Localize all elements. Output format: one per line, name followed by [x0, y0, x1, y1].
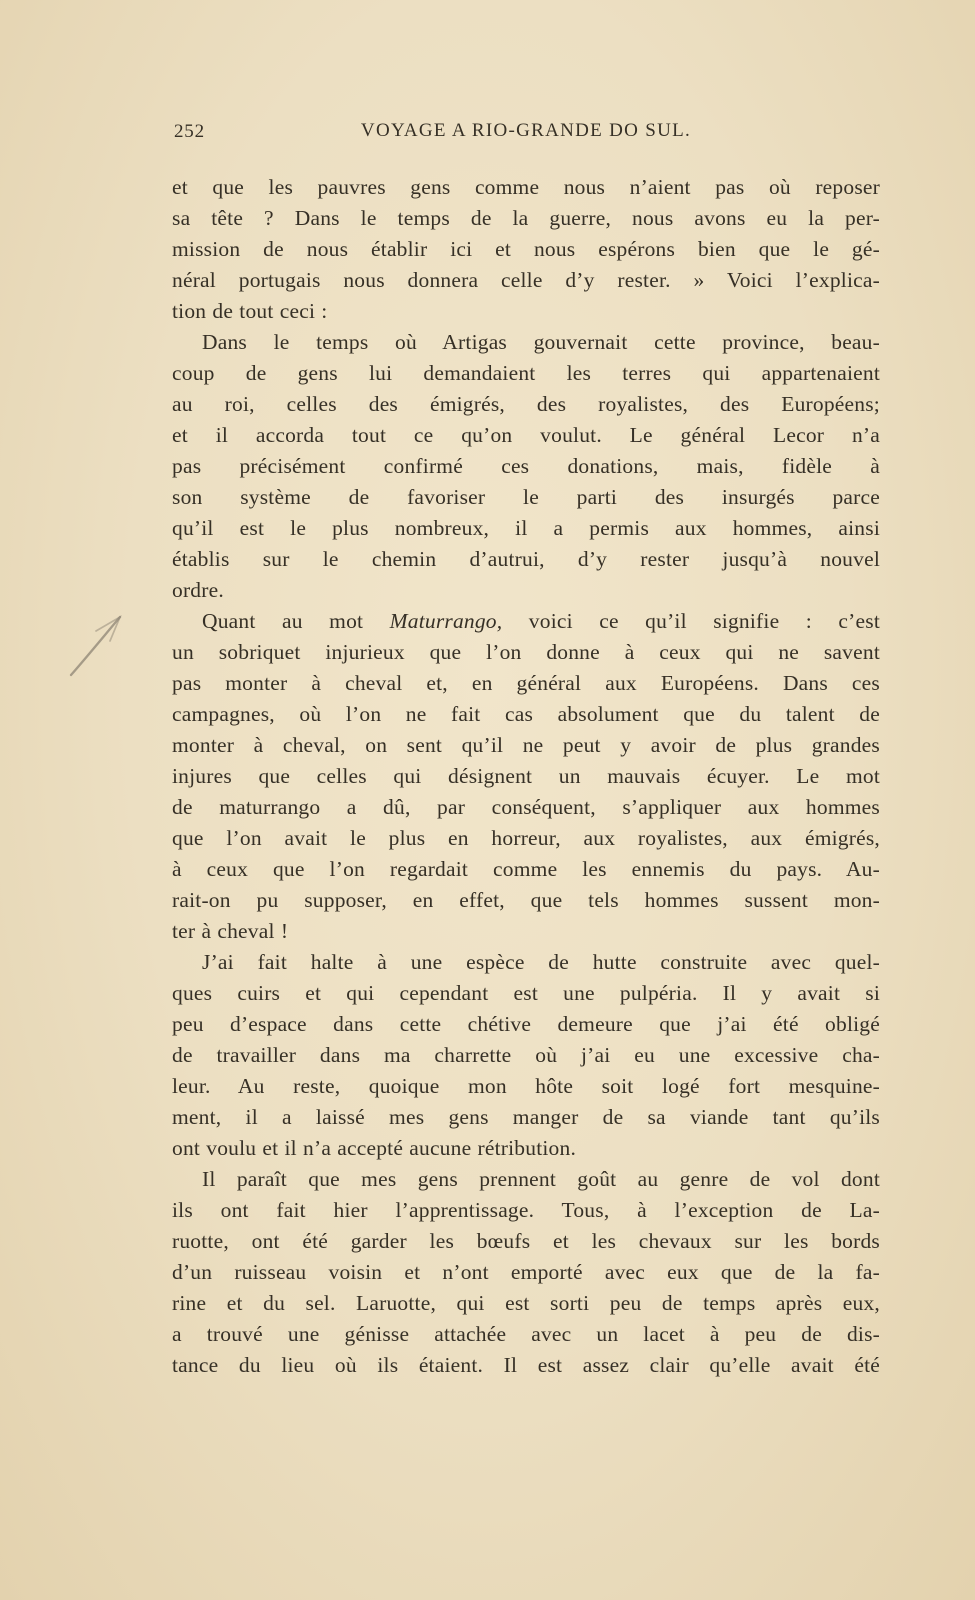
text-line: leur. Au reste, quoique mon hôte soit logé fort mesquine-	[172, 1074, 880, 1098]
text-line: ils ont fait hier l’apprentissage. Tous, à l’exception de La-	[172, 1198, 880, 1222]
text-line	[172, 606, 880, 637]
text-line: rait-on pu supposer, en effet, que tels hommes sussent mon-	[172, 888, 880, 912]
text-line: Dans le temps où Artigas gouvernait cette province, beau-	[202, 330, 880, 354]
text-line: pas précisément confirmé ces donations, mais, fidèle à	[172, 454, 880, 478]
text-line: au roi, celles des émigrés, des royalistes, des Européens;	[172, 392, 880, 416]
text-line: qu’il est le plus nombreux, il a permis aux hommes, ainsi	[172, 516, 880, 540]
margin-pencil-mark	[66, 596, 140, 682]
text-line: ruotte, ont été garder les bœufs et les chevaux sur les bords	[172, 1229, 880, 1253]
text-line: d’un ruisseau voisin et n’ont emporté avec eux que de la fa-	[172, 1260, 880, 1284]
text-line: tance du lieu où ils étaient. Il est assez clair qu’elle avait été	[172, 1353, 880, 1377]
italic-word: Maturrango,	[389, 609, 503, 633]
text-line: de travailler dans ma charrette où j’ai eu une excessive cha-	[172, 1043, 880, 1067]
text-line: injures que celles qui désignent un mauvais écuyer. Le mot	[172, 764, 880, 788]
text-line: Il paraît que mes gens prennent goût au genre de vol dont	[202, 1167, 880, 1191]
text-segment: Quant au mot	[202, 609, 390, 633]
text-line: néral portugais nous donnera celle d’y rester. » Voici l’explica-	[172, 268, 880, 292]
text-line: monter à cheval, on sent qu’il ne peut y avoir de plus grandes	[172, 733, 880, 757]
text-line: à ceux que l’on regardait comme les ennemis du pays. Au-	[172, 857, 880, 881]
paragraph	[172, 172, 880, 327]
text-line: ont voulu et il n’a accepté aucune rétribution.	[172, 1136, 577, 1160]
paragraph	[172, 1164, 880, 1381]
text-line: ment, il a laissé mes gens manger de sa viande tant qu’ils	[172, 1105, 880, 1129]
body-text	[172, 172, 880, 1381]
text-line: rine et du sel. Laruotte, qui est sorti peu de temps après eux,	[172, 1291, 880, 1315]
text-line: mission de nous établir ici et nous espérons bien que le gé-	[172, 237, 880, 261]
text-line: sa tête ? Dans le temps de la guerre, nous avons eu la per-	[172, 206, 880, 230]
text-line: ordre.	[172, 578, 224, 602]
paragraph	[172, 606, 880, 947]
text-line: que l’on avait le plus en horreur, aux royalistes, aux émigrés,	[172, 826, 880, 850]
text-line: pas monter à cheval et, en général aux Européens. Dans ces	[172, 671, 880, 695]
page-number: 252	[174, 121, 205, 142]
paragraph	[172, 947, 880, 1164]
text-line: de maturrango a dû, par conséquent, s’appliquer aux hommes	[172, 795, 880, 819]
text-line: son système de favoriser le parti des insurgés parce	[172, 485, 880, 509]
text-line: a trouvé une génisse attachée avec un lacet à peu de dis-	[172, 1322, 880, 1346]
running-head	[172, 120, 880, 148]
text-line: un sobriquet injurieux que l’on donne à ceux qui ne savent	[172, 640, 880, 664]
text-line: tion de tout ceci :	[172, 299, 328, 323]
text-line: et que les pauvres gens comme nous n’aient pas où reposer	[172, 175, 880, 199]
paragraph	[172, 327, 880, 606]
text-line: ter à cheval !	[172, 919, 289, 943]
page-text	[172, 120, 880, 1381]
running-title: VOYAGE A RIO-GRANDE DO SUL.	[360, 120, 692, 141]
text-line: peu d’espace dans cette chétive demeure que j’ai été obligé	[172, 1012, 880, 1036]
text-segment: voici ce qu’il signifie : c’est	[502, 609, 880, 633]
text-line: et il accorda tout ce qu’on voulut. Le général Lecor n’a	[172, 423, 880, 447]
text-line: J’ai fait halte à une espèce de hutte construite avec quel-	[202, 950, 880, 974]
text-line: établis sur le chemin d’autrui, d’y rester jusqu’à nouvel	[172, 547, 880, 571]
text-line: campagnes, où l’on ne fait cas absolument que du talent de	[172, 702, 880, 726]
text-line: ques cuirs et qui cependant est une pulpéria. Il y avait si	[172, 981, 880, 1005]
text-line: coup de gens lui demandaient les terres qui appartenaient	[172, 361, 880, 385]
